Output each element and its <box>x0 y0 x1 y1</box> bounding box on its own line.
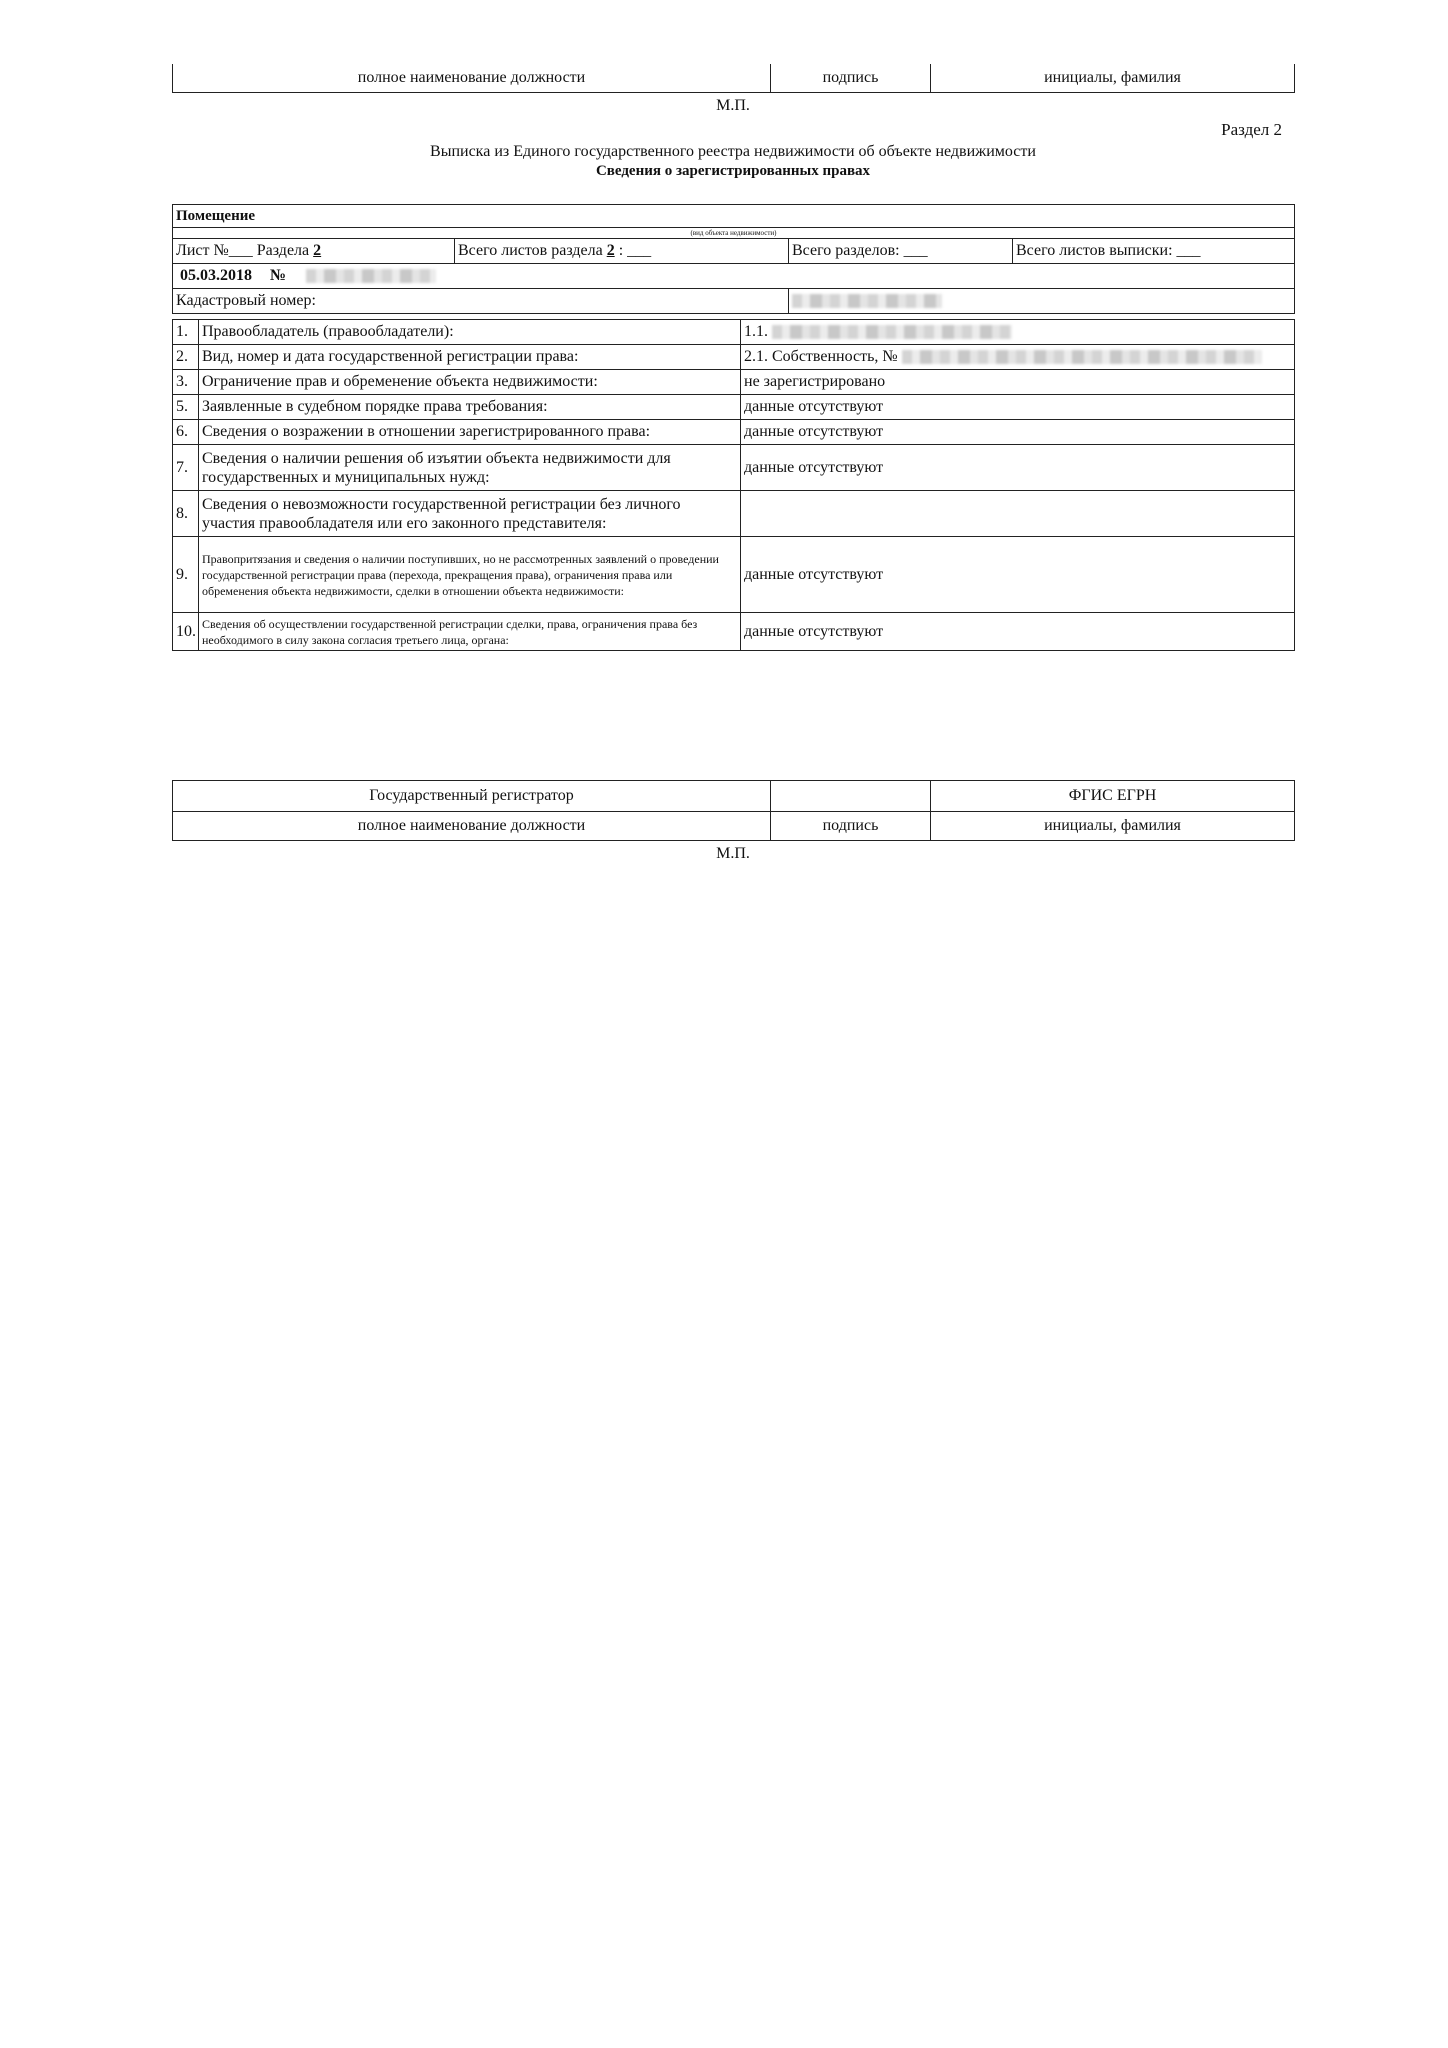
table-row <box>173 370 1295 395</box>
document-title: Выписка из Единого государственного реестра недвижимости об объекте недвижимости <box>430 143 1036 160</box>
top-signature-table <box>172 64 1295 93</box>
extract-number-label: № <box>270 267 287 284</box>
row-value: данные отсутствуют <box>741 395 1295 420</box>
row-value: данные отсутствуют <box>741 445 1295 491</box>
sheet-number-label: Лист №___ Раздела <box>176 242 310 259</box>
table-row <box>173 395 1295 420</box>
cadastral-value-cell <box>789 289 1295 314</box>
table-row <box>173 613 1295 651</box>
total-sheets-section-cell: Всего листов раздела 2 : ___ <box>455 239 789 264</box>
redacted-cadastral-number <box>792 294 942 308</box>
cadastral-label: Кадастровый номер: <box>173 289 789 314</box>
stamp-label: М.П. <box>716 97 750 114</box>
row-value: данные отсутствуют <box>741 613 1295 651</box>
table-row <box>173 537 1295 613</box>
row-number: 10. <box>173 613 199 651</box>
row-label: Ограничение прав и обременение объекта недвижимости: <box>199 370 741 395</box>
row-number: 7. <box>173 445 199 491</box>
initials-caption: инициалы, фамилия <box>931 64 1295 93</box>
document-subtitle: Сведения о зарегистрированных правах <box>595 163 871 179</box>
registrar-position: Государственный регистратор <box>173 781 771 812</box>
initials-caption: инициалы, фамилия <box>931 812 1295 841</box>
row-value: 1.1. <box>744 323 768 340</box>
table-row <box>173 345 1295 370</box>
bottom-signature-table <box>172 780 1295 841</box>
section-number: 2 <box>313 242 322 259</box>
redacted-owner <box>772 325 1012 339</box>
object-type-caption: (вид объекта недвижимости) <box>173 228 1295 239</box>
signature-caption: подпись <box>771 812 931 841</box>
signature-caption: подпись <box>771 64 931 93</box>
row-number: 8. <box>173 491 199 537</box>
row-label: Сведения о возражении в отношении зарегистрированного права: <box>199 420 741 445</box>
table-row <box>173 320 1295 345</box>
table-row <box>173 420 1295 445</box>
object-header-table <box>172 204 1295 314</box>
row-value: данные отсутствуют <box>741 420 1295 445</box>
row-label: Правообладатель (правообладатели): <box>199 320 741 345</box>
redacted-registration <box>902 350 1262 364</box>
rights-table <box>172 319 1295 651</box>
row-number: 1. <box>173 320 199 345</box>
row-number: 3. <box>173 370 199 395</box>
row-label: Заявленные в судебном порядке права требования: <box>199 395 741 420</box>
row-number: 6. <box>173 420 199 445</box>
row-value: не зарегистрировано <box>741 370 1295 395</box>
date-number-row <box>173 264 1295 289</box>
row-label: Сведения об осуществлении государственной регистрации сделки, права, ограничения права без необходимого в силу закона согласия третьего лица, органа: <box>199 613 741 651</box>
extract-date: 05.03.2018 <box>180 267 252 284</box>
row-label: Вид, номер и дата государственной регистрации права: <box>199 345 741 370</box>
stamp-label: М.П. <box>716 845 750 862</box>
top-stamp-area <box>172 97 1294 115</box>
row-value-cell <box>741 345 1295 370</box>
total-sections-cell: Всего разделов: ___ <box>789 239 1013 264</box>
row-value: данные отсутствуют <box>741 537 1295 613</box>
row-number: 5. <box>173 395 199 420</box>
row-label: Правопритязания и сведения о наличии поступивших, но не рассмотренных заявлений о проведении государственной регистрации права (перехода, прекращения права), ограничения права или обременения объекта недвижимости, сделки в отношении объекта недвижимости: <box>199 537 741 613</box>
row-value-cell <box>741 320 1295 345</box>
redacted-number <box>306 269 436 283</box>
registrar-signature-cell <box>771 781 931 812</box>
row-number: 9. <box>173 537 199 613</box>
row-value <box>741 491 1295 537</box>
object-type: Помещение <box>173 205 1295 228</box>
bottom-stamp-area <box>172 845 1294 863</box>
position-caption: полное наименование должности <box>173 812 771 841</box>
row-number: 2. <box>173 345 199 370</box>
total-sheets-extract-cell: Всего листов выписки: ___ <box>1013 239 1295 264</box>
total-sheets-section-label: Всего листов раздела <box>458 242 603 259</box>
row-label: Сведения о наличии решения об изъятии объекта недвижимости для государственных и муниципальных нужд: <box>199 445 741 491</box>
sheet-number-cell <box>173 239 455 264</box>
total-sheets-section-value: 2 <box>606 242 615 259</box>
row-label: Сведения о невозможности государственной регистрации без личного участия правообладателя или его законного представителя: <box>199 491 741 537</box>
position-caption: полное наименование должности <box>173 64 771 93</box>
registrar-initials: ФГИС ЕГРН <box>931 781 1295 812</box>
table-row <box>173 445 1295 491</box>
row-value: 2.1. Собственность, № <box>744 348 898 365</box>
section-label: Раздел 2 <box>1221 120 1282 139</box>
table-row <box>173 491 1295 537</box>
